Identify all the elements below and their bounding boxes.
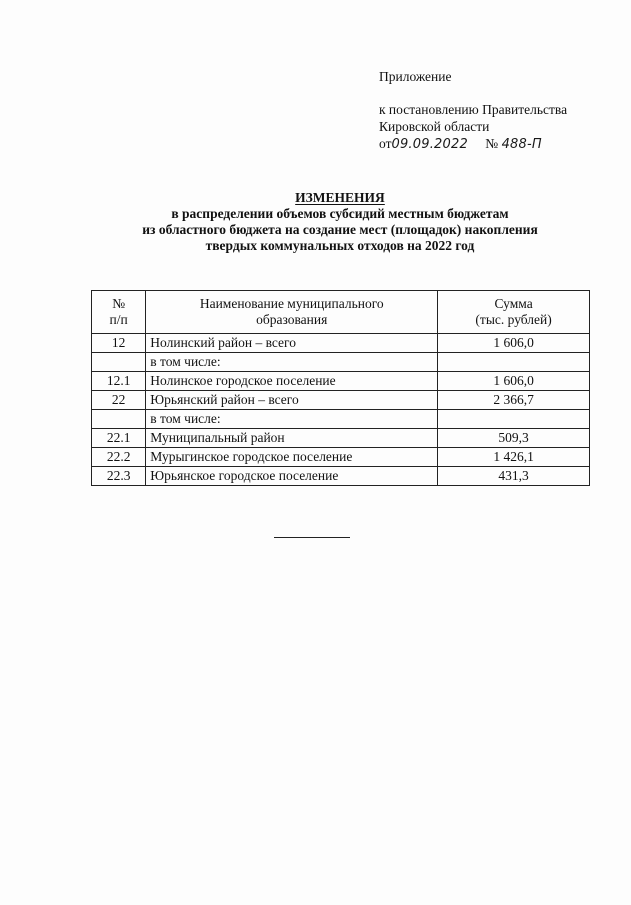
number-prefix: № xyxy=(485,136,499,151)
table-row xyxy=(92,467,590,486)
header-num-line-1: № xyxy=(112,296,126,311)
appendix-line-1: к постановлению Правительства xyxy=(379,102,568,117)
row-num: 12.1 xyxy=(92,372,146,391)
row-sum: 2 366,7 xyxy=(438,391,590,410)
appendix-title: Приложение xyxy=(379,69,452,84)
header-sum xyxy=(438,291,590,334)
table-row xyxy=(92,334,590,353)
row-num xyxy=(92,353,146,372)
header-name xyxy=(146,291,438,334)
table-row xyxy=(92,429,590,448)
row-sum: 1 426,1 xyxy=(438,448,590,467)
header-sum-line-2: (тыс. рублей) xyxy=(475,312,552,327)
header-name-line-2: образования xyxy=(256,312,328,327)
row-sum xyxy=(438,410,590,429)
heading-line-2: из областного бюджета на создание мест (площадок) накопления xyxy=(142,222,538,237)
table-header xyxy=(92,291,590,334)
header-num-line-2: п/п xyxy=(109,312,128,327)
row-num: 22.2 xyxy=(92,448,146,467)
row-sum: 1 606,0 xyxy=(438,372,590,391)
header-sum-line-1: Сумма xyxy=(494,296,533,311)
row-sum: 431,3 xyxy=(438,467,590,486)
table-row xyxy=(92,353,590,372)
table-row xyxy=(92,410,590,429)
document-heading xyxy=(80,190,600,254)
row-num: 22 xyxy=(92,391,146,410)
heading-line-1: в распределении объемов субсидий местным бюджетам xyxy=(171,206,509,221)
row-num: 12 xyxy=(92,334,146,353)
heading-line-3: твердых коммунальных отходов на 2022 год xyxy=(205,238,475,253)
row-name: Муниципальный район xyxy=(146,429,438,448)
heading-title: ИЗМЕНЕНИЯ xyxy=(295,190,385,205)
header-name-line-1: Наименование муниципального xyxy=(199,296,384,311)
handwritten-number: 488-П xyxy=(501,137,542,152)
row-sum: 509,3 xyxy=(438,429,590,448)
row-name: в том числе: xyxy=(146,410,438,429)
row-name: Нолинский район – всего xyxy=(146,334,438,353)
subsidy-table xyxy=(91,290,590,486)
table-body xyxy=(92,334,590,486)
table-header-row xyxy=(92,291,590,334)
from-prefix: от xyxy=(379,136,392,151)
row-name: Юрьянский район – всего xyxy=(146,391,438,410)
table-row xyxy=(92,448,590,467)
row-num: 22.3 xyxy=(92,467,146,486)
table-row xyxy=(92,372,590,391)
row-name: Мурыгинское городское поселение xyxy=(146,448,438,467)
row-name: Юрьянское городское поселение xyxy=(146,467,438,486)
row-sum: 1 606,0 xyxy=(438,334,590,353)
row-name: в том числе: xyxy=(146,353,438,372)
row-num xyxy=(92,410,146,429)
row-num: 22.1 xyxy=(92,429,146,448)
row-sum xyxy=(438,353,590,372)
appendix-block xyxy=(379,68,619,153)
closing-divider xyxy=(274,537,350,538)
table-row xyxy=(92,391,590,410)
handwritten-date: 09.09.2022 xyxy=(391,137,468,152)
appendix-line-2: Кировской области xyxy=(379,119,490,134)
row-name: Нолинское городское поселение xyxy=(146,372,438,391)
header-num xyxy=(92,291,146,334)
appendix-date-line xyxy=(379,135,619,153)
